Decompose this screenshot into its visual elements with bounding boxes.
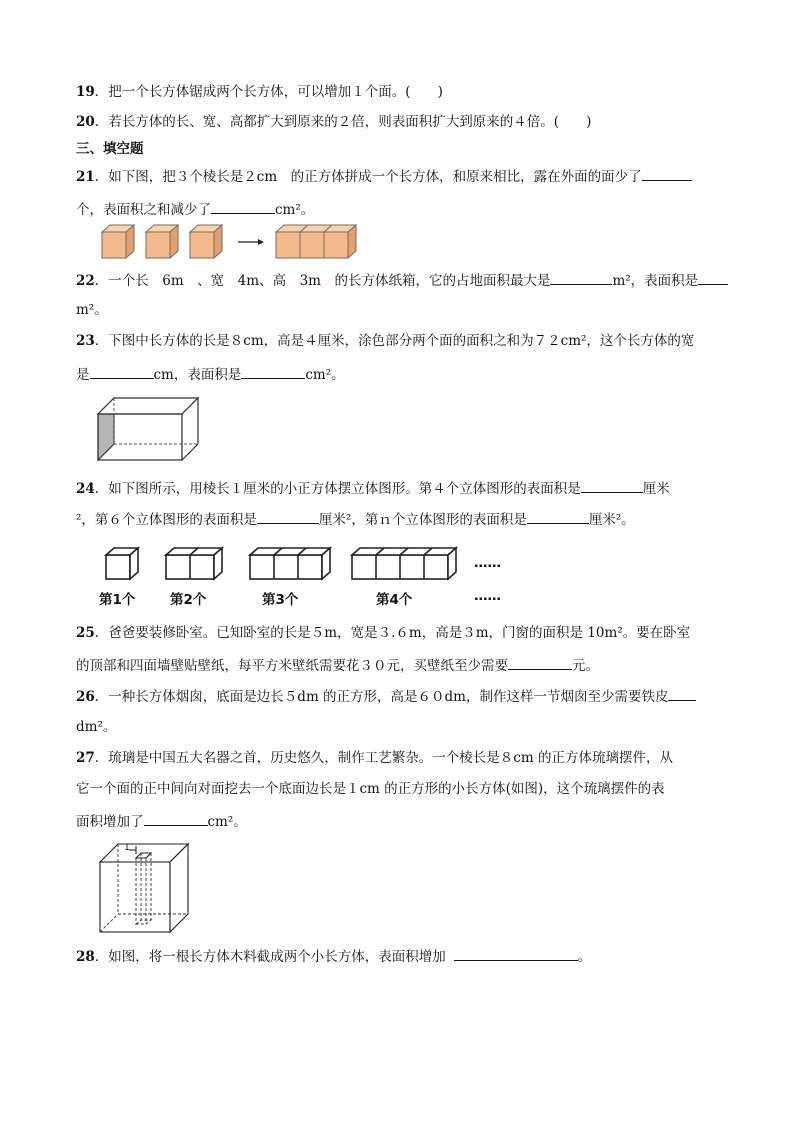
question-24 [76, 478, 670, 498]
question-number: 20 [76, 114, 95, 130]
question-25 [76, 624, 690, 642]
question-text: 个，表面积之和减少了 [76, 202, 211, 218]
glass-cube-figure [96, 840, 192, 938]
cube-2 [146, 225, 178, 258]
question-text: ．爸爸要装修卧室。已知卧室的长是５m，宽是３.６m，高是３m，门窗的面积是 10m²。要在卧室 [94, 625, 691, 641]
cuboid-figure [94, 392, 204, 464]
question-23-line2 [76, 364, 345, 384]
ellipsis: …… [474, 588, 501, 604]
question-22-line2: m²。 [76, 302, 108, 318]
question-21-line2 [76, 199, 314, 219]
unit-text: cm²。 [305, 367, 345, 383]
question-number: 23 [76, 333, 95, 349]
answer-blank[interactable] [550, 270, 612, 285]
answer-blank[interactable] [211, 199, 275, 214]
figure-label-2: 第2个 [170, 592, 207, 608]
question-text: ²，第６个立体图形的表面积是 [76, 512, 257, 528]
question-20 [76, 113, 591, 131]
cubes-figure [100, 222, 362, 260]
question-text: m²，表面积是 [612, 273, 699, 289]
unit-text: cm²。 [207, 814, 247, 830]
question-text: ．琉璃是中国五大名器之首，历史悠久，制作工艺繁杂。一个棱长是８cm 的正方体琉璃摆件，从 [94, 750, 673, 766]
question-26 [76, 686, 696, 706]
question-28 [76, 946, 591, 966]
answer-blank[interactable] [90, 364, 154, 379]
question-number: 27 [76, 750, 95, 766]
question-text: ．把一个长方体锯成两个长方体，可以增加１个面。( ) [94, 84, 443, 100]
question-23 [76, 332, 694, 350]
unit-text: 元。 [572, 658, 599, 674]
question-26-line2: dm²。 [76, 719, 117, 735]
question-text: ．如下图所示，用棱长１厘米的小正方体摆立体图形。第４个立体图形的表面积是 [94, 481, 581, 497]
question-number: 21 [76, 169, 95, 185]
ellipsis: …… [474, 555, 501, 571]
question-text: cm，表面积是 [153, 367, 242, 383]
question-19 [76, 83, 443, 101]
question-text: ．一个长 6m 、宽 4m、高 3m 的长方体纸箱，它的占地面积最大是 [94, 273, 551, 289]
answer-blank[interactable] [527, 509, 589, 524]
question-text: ．如下图，把３个棱长是２cm 的正方体拼成一个长方体，和原来相比，露在外面的面少了 [94, 169, 642, 185]
question-25-line2 [76, 655, 599, 675]
answer-blank[interactable] [581, 478, 643, 493]
answer-blank[interactable] [257, 509, 319, 524]
question-21 [76, 166, 692, 186]
answer-blank[interactable] [454, 946, 578, 961]
figure-label-4: 第4个 [376, 592, 413, 608]
answer-blank[interactable] [668, 686, 696, 701]
unit-text: cm²。 [275, 202, 315, 218]
section-heading: 三、填空题 [76, 141, 144, 157]
question-text: ．一种长方体烟囱，底面是边长５dm 的正方形，高是６０dm，制作这样一节烟囱至少需要铁皮 [94, 689, 669, 705]
answer-blank[interactable] [642, 166, 692, 181]
unit-text: 厘米 [642, 481, 670, 497]
cube-sequence-figure [100, 545, 510, 583]
answer-blank[interactable] [508, 655, 572, 670]
combined-cuboid [276, 225, 356, 258]
question-27-line3 [76, 811, 247, 831]
question-text: 厘米²，第ｎ个立体图形的表面积是 [318, 512, 527, 528]
figure-label-1: 第1个 [99, 592, 136, 608]
unit-text: 厘米²。 [588, 512, 635, 528]
cube-1 [102, 225, 134, 258]
question-number: 26 [76, 689, 95, 705]
question-text: ．下图中长方体的长是８cm，高是４厘米，涂色部分两个面的面积之和为７２cm²，这个长方体的宽 [94, 333, 695, 349]
figure-edge-label: 1 [124, 843, 130, 853]
question-22 [76, 270, 728, 290]
question-number: 22 [76, 273, 95, 289]
question-number: 28 [76, 949, 95, 965]
arrow-icon [238, 239, 264, 245]
cube-3 [190, 225, 222, 258]
question-24-line2 [76, 509, 635, 529]
question-number: 25 [76, 625, 95, 641]
question-text: 的顶部和四面墙壁贴壁纸，每平方米壁纸需要花３０元，买壁纸至少需要 [76, 658, 508, 674]
question-number: 19 [76, 84, 95, 100]
question-text: 是 [76, 367, 90, 383]
answer-blank[interactable] [144, 811, 208, 826]
question-text: ．如图，将一根长方体木料截成两个小长方体，表面积增加 [94, 949, 446, 965]
question-27-line2: 它一个面的正中间向对面挖去一个底面边长是１cm 的正方形的小长方体(如图)，这个琉璃摆件的表 [76, 781, 665, 797]
question-text: 面积增加了 [76, 814, 144, 830]
answer-blank[interactable] [241, 364, 305, 379]
question-27 [76, 749, 673, 767]
question-text: 。 [577, 949, 592, 965]
question-text: ．若长方体的长、宽、高都扩大到原来的２倍，则表面积扩大到原来的４倍。( ) [94, 114, 592, 130]
question-number: 24 [76, 481, 95, 497]
figure-label-3: 第3个 [262, 592, 299, 608]
answer-blank[interactable] [698, 270, 728, 285]
